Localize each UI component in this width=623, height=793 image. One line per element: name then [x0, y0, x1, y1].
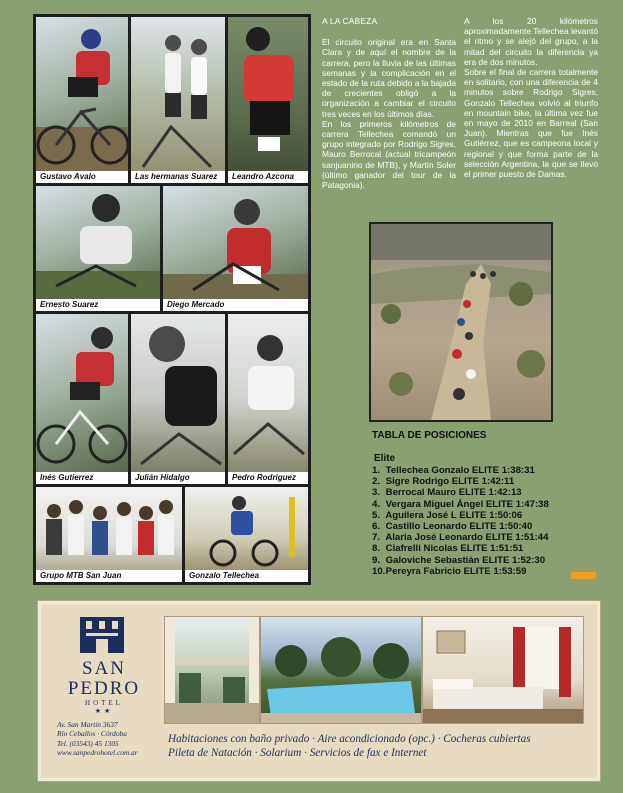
- article-paragraph: A los 20 kilómetros aproximadamente Tellechea levantó el ritmo y se alejó del grupo, a la mitad del circuito la diferencia ya era de dos minutos.: [464, 16, 598, 67]
- table-row: [372, 543, 612, 554]
- results-category: Elite: [374, 453, 396, 464]
- rider-illustration: [131, 314, 225, 484]
- position-number: 9.: [372, 554, 381, 566]
- photo-caption: Diego Mercado: [163, 299, 308, 311]
- table-row: [372, 465, 612, 476]
- position-number: 1.: [372, 465, 381, 476]
- position-number: 6.: [372, 521, 381, 533]
- hotel-address: [57, 720, 167, 757]
- position-number: 4.: [372, 498, 381, 510]
- article-paragraph: El circuito original era en Santa Clara y de aquí el nombre de la carrera, pero la lluvia de las últimas semanas y la complicación en el estado de la ruta debido a la bajada de crecientes obligó a la organización a cambiar el circuito tres veces en los últimos días.: [322, 37, 456, 119]
- photo-gonzalo-tellechea: [185, 487, 308, 582]
- table-row: [372, 555, 612, 566]
- result-text: Ciafrelli Nicolas ELITE 1:51:51: [385, 543, 524, 555]
- photo-grid: [33, 14, 311, 585]
- position-number: 5.: [372, 509, 381, 521]
- photo-hermanas-suarez: [131, 17, 225, 183]
- article-text: [322, 16, 606, 216]
- hotel-building-icon: [80, 617, 124, 653]
- position-number: 10.: [372, 565, 386, 577]
- table-row: [372, 532, 612, 543]
- article-column-1: [322, 16, 456, 190]
- rider-illustration: [36, 314, 128, 484]
- photo-caption: Grupo MTB San Juan: [36, 570, 182, 582]
- rider-illustration: [228, 17, 308, 183]
- hotel-name-line2: PEDRO: [67, 678, 141, 699]
- photo-trail-riders: [369, 222, 553, 422]
- photo-caption: Inés Gutierrez: [36, 472, 128, 484]
- results-table: [372, 430, 612, 577]
- table-row: [372, 476, 612, 487]
- photo-julian-hidalgo: [131, 314, 225, 484]
- results-title: TABLA DE POSICIONES: [372, 430, 487, 441]
- photo-caption: Gustavo Avalo: [36, 171, 128, 183]
- photo-leandro-azcona: [228, 17, 308, 183]
- hotel-services: [168, 732, 588, 760]
- page-marker-tag: [571, 572, 596, 579]
- article-paragraph: En los primeros kilómetros de carrera Tellechea comandó un grupo integrado por Rodrigo Sigres, Mauro Berrocal (actual tricampeón sanjuanino de MTB), y Martín Soler (último ganador del tour de la Patagonia).: [322, 118, 456, 191]
- photo-caption: Gonzalo Tellechea: [185, 570, 308, 582]
- hotel-photo-terrace: [164, 616, 260, 724]
- services-line: Pileta de Natación · Solarium · Servicios de fax e Internet: [168, 747, 427, 759]
- hotel-name-line1: SAN: [81, 658, 126, 679]
- photo-caption: Leandro Azcona: [228, 171, 308, 183]
- address-phone: Tel. (03543) 45 1305: [57, 738, 119, 748]
- photo-diego-mercado: [163, 186, 308, 311]
- photo-caption: Las hermanas Suarez: [131, 171, 225, 183]
- result-text: Pereyra Fabricio ELITE 1:53:59: [385, 565, 527, 577]
- trail-illustration: [371, 224, 551, 420]
- services-line: Habitaciones con baño privado · Aire acondicionado (opc.) · Cocheras cubiertas: [168, 733, 531, 745]
- rider-illustration: [36, 17, 128, 183]
- result-text: Berrocal Mauro ELITE 1:42:13: [385, 487, 522, 499]
- result-text: Aguilera José L ELITE 1:50:06: [385, 509, 523, 521]
- table-row: [372, 510, 612, 521]
- hotel-stars: ★★: [94, 707, 114, 715]
- position-number: 8.: [372, 543, 381, 555]
- position-number: 7.: [372, 532, 381, 544]
- table-row: [372, 487, 612, 498]
- rider-illustration: [36, 186, 160, 311]
- table-row: [372, 499, 612, 510]
- rider-illustration: [185, 487, 308, 582]
- photo-ines-gutierrez: [36, 314, 128, 484]
- hotel-logo: [54, 617, 154, 715]
- riders-illustration: [131, 17, 225, 183]
- rider-illustration: [163, 186, 308, 311]
- table-row: [372, 521, 612, 532]
- photo-caption: Pedro Rodriguez: [228, 472, 308, 484]
- result-text: Vergara Miguel Ángel ELITE 1:47:38: [385, 498, 549, 510]
- result-text: Castillo Leonardo ELITE 1:50:40: [385, 521, 533, 533]
- photo-caption: Ernesto Suarez: [36, 299, 160, 311]
- result-text: Alaria José Leonardo ELITE 1:51:44: [385, 532, 549, 544]
- photo-pedro-rodriguez: [228, 314, 308, 484]
- position-number: 3.: [372, 487, 381, 499]
- result-text: Galoviche Sebastián ELITE 1:52:30: [385, 554, 546, 566]
- photo-gustavo-avalo: [36, 17, 128, 183]
- article-column-2: [464, 16, 598, 179]
- hotel-photo-room: [422, 616, 584, 724]
- article-paragraph: Sobre el final de carrera totalmente en solitario, con una diferencia de 4 minutos sobre Rodrigo Sigres, Gonzalo Tellechea volvió al triunfo en mountain bike, la última vez fue en mayo de 2010 en Barreal (San Juan). Mientras que fue Inés Gutiérrez, que es campeona local y regional y que forma parte de la selección Argentina, la que se llevó el primer puesto de Damas.: [464, 67, 598, 180]
- result-text: Tellechea Gonzalo ELITE 1:38:31: [385, 465, 535, 476]
- result-text: Sigre Rodrigo ELITE 1:42:11: [385, 476, 515, 488]
- hotel-photo-pool: [260, 616, 422, 724]
- rider-illustration: [228, 314, 308, 484]
- photo-ernesto-suarez: [36, 186, 160, 311]
- photo-caption: Julián Hidalgo: [131, 472, 225, 484]
- photo-grupo-mtb-san-juan: [36, 487, 182, 582]
- article-heading: A LA CABEZA: [322, 16, 378, 26]
- hotel-label: HOTEL: [85, 699, 123, 707]
- address-city: Río Ceballos · Córdoba: [57, 729, 127, 739]
- position-number: 2.: [372, 476, 381, 488]
- address-website[interactable]: www.sanpedrohotel.com.ar: [57, 747, 138, 757]
- address-street: Av. San Martín 3637: [57, 720, 118, 729]
- group-illustration: [36, 487, 182, 582]
